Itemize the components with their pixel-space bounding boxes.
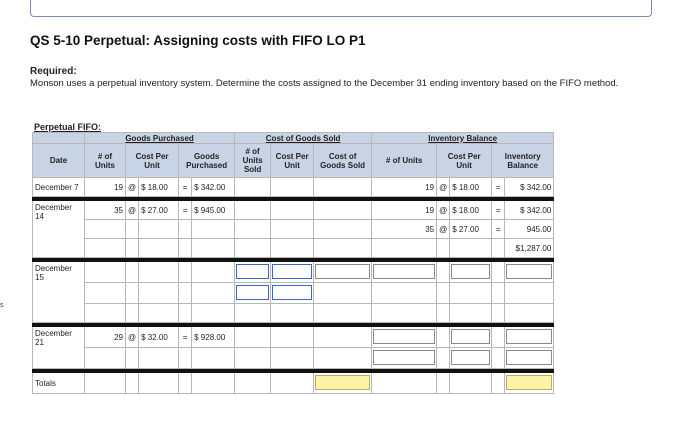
at-symbol: @	[437, 220, 450, 239]
header-balance-units: # of Units	[372, 144, 437, 178]
cost-per-unit-value: $ 27.00	[139, 201, 179, 220]
cost-per-unit-value: $ 18.00	[139, 178, 179, 197]
at-symbol: @	[437, 178, 450, 197]
at-symbol: @	[437, 201, 450, 220]
at-symbol: @	[126, 201, 139, 220]
row-december-21	[33, 327, 554, 348]
inventory-balance-input[interactable]	[506, 264, 552, 279]
group-header-row	[33, 133, 554, 144]
equals-symbol: =	[179, 201, 192, 220]
edge-mark: s	[0, 302, 4, 309]
group-goods-purchased: Goods Purchased	[85, 133, 235, 144]
units-sold-input[interactable]	[236, 264, 269, 279]
date-cell: December 14	[33, 201, 85, 258]
column-header-row	[33, 144, 554, 178]
totals-label: Totals	[33, 373, 85, 394]
at-symbol: @	[126, 327, 139, 348]
row-december-15-layer-3	[33, 304, 554, 323]
group-inventory-balance: Inventory Balance	[372, 133, 554, 144]
equals-symbol: =	[179, 178, 192, 197]
goods-purchased-value: $ 945.00	[192, 201, 235, 220]
row-december-15-layer-2	[33, 283, 554, 304]
equals-symbol: =	[492, 220, 505, 239]
sold-cost-per-unit-input[interactable]	[272, 285, 312, 300]
goods-purchased-value: $ 928.00	[192, 327, 235, 348]
sold-cost-per-unit-input[interactable]	[272, 264, 312, 279]
balance-cost-per-unit-input[interactable]	[451, 350, 490, 365]
goods-purchased-value: $ 342.00	[192, 178, 235, 197]
header-sold-cost-per-unit: Cost Per Unit	[271, 144, 314, 178]
at-symbol: @	[126, 178, 139, 197]
cost-per-unit-value: $ 32.00	[139, 327, 179, 348]
inventory-balance-input[interactable]	[506, 329, 552, 344]
balance-sum-value: $1,287.00	[505, 239, 554, 258]
balance-units-value: 19	[372, 178, 437, 197]
row-december-14-sum	[33, 239, 554, 258]
balance-cost-value: $ 27.00	[450, 220, 492, 239]
balance-units-input[interactable]	[373, 329, 435, 344]
header-goods-purchased: Goods Purchased	[179, 144, 235, 178]
balance-units-value: 19	[372, 201, 437, 220]
balance-cost-value: $ 18.00	[450, 201, 492, 220]
equals-symbol: =	[492, 178, 505, 197]
total-cost-of-goods-sold-input[interactable]	[315, 375, 370, 390]
equals-symbol: =	[179, 327, 192, 348]
cost-of-goods-sold-input[interactable]	[315, 264, 370, 279]
group-cost-of-goods-sold: Cost of Goods Sold	[235, 133, 372, 144]
row-december-14	[33, 201, 554, 220]
row-december-14-layer-2	[33, 220, 554, 239]
date-cell: December 15	[33, 262, 85, 323]
header-date: Date	[33, 144, 85, 178]
balance-total-value: 945.00	[505, 220, 554, 239]
row-december-21-layer-2	[33, 348, 554, 369]
balance-cost-per-unit-input[interactable]	[451, 264, 490, 279]
balance-cost-per-unit-input[interactable]	[451, 329, 490, 344]
header-cost-of-goods-sold: Cost of Goods Sold	[314, 144, 372, 178]
header-inventory-balance: Inventory Balance	[492, 144, 554, 178]
units-value: 35	[85, 201, 126, 220]
units-sold-input[interactable]	[236, 285, 269, 300]
units-value: 29	[85, 327, 126, 348]
header-units: # of Units	[85, 144, 126, 178]
balance-cost-value: $ 18.00	[450, 178, 492, 197]
balance-total-value: $ 342.00	[505, 201, 554, 220]
header-cost-per-unit: Cost Per Unit	[126, 144, 179, 178]
row-totals	[33, 373, 554, 394]
date-cell: December 7	[33, 178, 85, 197]
balance-units-input[interactable]	[373, 264, 435, 279]
required-label: Required:	[30, 66, 77, 77]
question-title: QS 5-10 Perpetual: Assigning costs with FIFO LO P1	[30, 33, 366, 48]
row-december-7	[33, 178, 554, 197]
equals-symbol: =	[492, 201, 505, 220]
inventory-balance-input[interactable]	[506, 350, 552, 365]
date-cell: December 21	[33, 327, 85, 369]
fifo-table	[32, 132, 554, 394]
row-december-15	[33, 262, 554, 283]
required-text: Monson uses a perpetual inventory system. Determine the costs assigned to the December 31 ending inventory based on the FIFO method.	[30, 78, 619, 89]
units-value: 19	[85, 178, 126, 197]
previous-panel-frame	[30, 0, 652, 17]
ending-inventory-input[interactable]	[506, 375, 552, 390]
balance-units-input[interactable]	[373, 350, 435, 365]
balance-units-value: 35	[372, 220, 437, 239]
table-title: Perpetual FIFO:	[34, 122, 102, 132]
header-balance-cost-per-unit: Cost Per Unit	[437, 144, 492, 178]
balance-total-value: $ 342.00	[505, 178, 554, 197]
header-units-sold: # of Units Sold	[235, 144, 271, 178]
